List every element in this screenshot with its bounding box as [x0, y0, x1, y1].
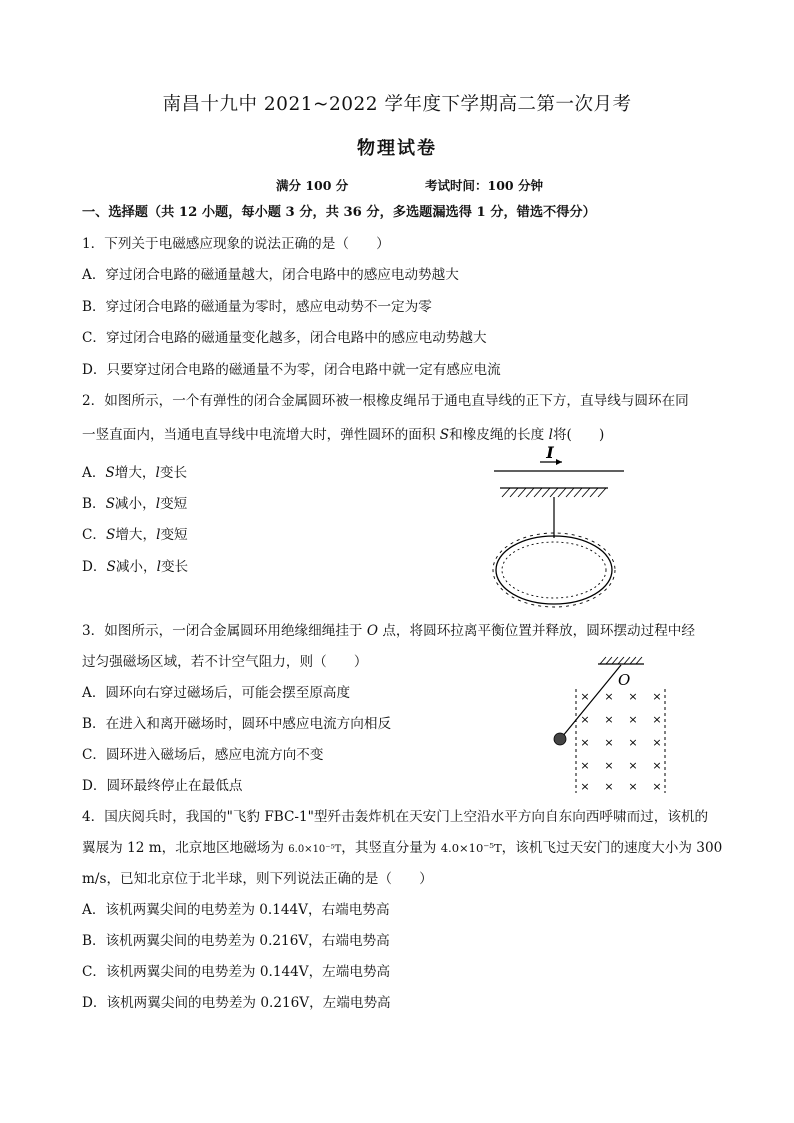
- exam-subtitle: 物理试卷: [357, 138, 437, 159]
- q3-stem-line1: 3．如图所示，一闭合金属圆环用绝缘细绳挂于 O 点，将圆环拉离平衡位置并释放，圆环摆动过程中经: [82, 623, 695, 639]
- q1-stem: 1．下列关于电磁感应现象的说法正确的是（ ）: [82, 236, 390, 252]
- q4-stem-line1: 4．国庆阅兵时，我国的"飞豹 FBC-1"型歼击轰炸机在天安门上空沿水平方向自东向西呼啸而过，该机的: [82, 809, 709, 825]
- q1-option-c: C．穿过闭合电路的磁通量变化越多，闭合电路中的感应电动势越大: [82, 330, 487, 346]
- q3-option-d: D．圆环最终停止在最低点: [82, 778, 243, 794]
- field-x-mark: ×: [652, 780, 662, 793]
- full-score: 满分 100 分: [276, 178, 349, 193]
- field-x-mark: ×: [580, 780, 590, 793]
- q4-stem-line3: m/s，已知北京位于北半球，则下列说法正确的是（ ）: [82, 871, 433, 887]
- support-hatch: [600, 657, 642, 664]
- field-x-mark: ×: [628, 780, 638, 793]
- q4-option-d: D．该机两翼尖间的电势差为 0.216V，左端电势高: [82, 995, 391, 1011]
- vertical-component-value: 4.0×10⁻⁵T: [440, 841, 502, 855]
- field-x-mark: ×: [580, 690, 590, 703]
- field-x-mark: ×: [580, 736, 590, 749]
- q3-option-b: B．在进入和离开磁场时，圆环中感应电流方向相反: [82, 716, 392, 732]
- field-x-mark: ×: [580, 713, 590, 726]
- ceiling-hatch: [502, 488, 606, 497]
- field-x-mark: ×: [604, 759, 614, 772]
- q4-option-b: B．该机两翼尖间的电势差为 0.216V，右端电势高: [82, 933, 390, 949]
- current-label: I: [546, 443, 554, 462]
- field-x-mark: ×: [580, 759, 590, 772]
- field-x-mark: ×: [604, 690, 614, 703]
- field-x-mark: ×: [604, 780, 614, 793]
- q2-option-c: C．S增大，l变短: [82, 527, 188, 543]
- magnetic-field-marks: [580, 690, 661, 793]
- ring-coil-inner: [502, 542, 606, 598]
- field-x-mark: ×: [652, 736, 662, 749]
- q3-option-a: A．圆环向右穿过磁场后，可能会摆至原高度: [82, 685, 351, 701]
- field-x-mark: ×: [604, 713, 614, 726]
- earth-field-value: 6.0×10⁻⁵T: [288, 844, 342, 855]
- current-arrowhead: [556, 459, 562, 465]
- exam-time: 考试时间：100 分钟: [425, 178, 543, 193]
- q1-option-b: B．穿过闭合电路的磁通量为零时，感应电动势不一定为零: [82, 299, 432, 315]
- field-x-mark: ×: [652, 690, 662, 703]
- q2-figure: [490, 440, 630, 615]
- q3-figure: [548, 655, 673, 795]
- q1-option-a: A．穿过闭合电路的磁通量越大，闭合电路中的感应电动势越大: [82, 267, 459, 283]
- metal-ring-ball: [554, 733, 566, 745]
- q2-stem-line1: 2．如图所示，一个有弹性的闭合金属圆环被一根橡皮绳吊于通电直导线的正下方，直导线与圆环在同: [82, 393, 689, 409]
- field-x-mark: ×: [628, 690, 638, 703]
- field-x-mark: ×: [628, 713, 638, 726]
- q3-stem-line2: 过匀强磁场区域，若不计空气阻力，则（ ）: [82, 654, 368, 670]
- q2-option-a: A．S增大，l变长: [82, 465, 188, 481]
- q2-stem-line2: 一竖直面内，当通电直导线中电流增大时，弹性圆环的面积 S和橡皮绳的长度 l将( ): [82, 427, 605, 443]
- q4-stem-line2: 翼展为 12 m，北京地区地磁场为 6.0×10⁻⁵T，其竖直分量为 4.0×10⁻⁵T，该机飞过天安门的速度大小为 300: [82, 840, 723, 856]
- section-heading: 一、选择题（共 12 小题，每小题 3 分，共 36 分，多选题漏选得 1 分，错选不得分）: [82, 205, 596, 220]
- exam-title: 南昌十九中 2021~2022 学年度下学期高二第一次月考: [162, 94, 632, 115]
- field-x-mark: ×: [604, 736, 614, 749]
- field-x-mark: ×: [628, 759, 638, 772]
- q1-option-d: D．只要穿过闭合电路的磁通量不为零，闭合电路中就一定有感应电流: [82, 362, 501, 378]
- q4-option-c: C．该机两翼尖间的电势差为 0.144V，左端电势高: [82, 964, 391, 980]
- elastic-ring: [496, 536, 612, 604]
- field-x-mark: ×: [652, 759, 662, 772]
- pivot-label: O: [618, 671, 631, 689]
- field-x-mark: ×: [652, 713, 662, 726]
- q2-option-d: D．S减小，l变长: [82, 559, 189, 575]
- q4-option-a: A．该机两翼尖间的电势差为 0.144V，右端电势高: [82, 902, 390, 918]
- field-x-mark: ×: [628, 736, 638, 749]
- ring-coil-outer: [493, 533, 615, 607]
- q2-option-b: B．S减小，l变短: [82, 496, 188, 512]
- q3-option-c: C．圆环进入磁场后，感应电流方向不变: [82, 747, 324, 763]
